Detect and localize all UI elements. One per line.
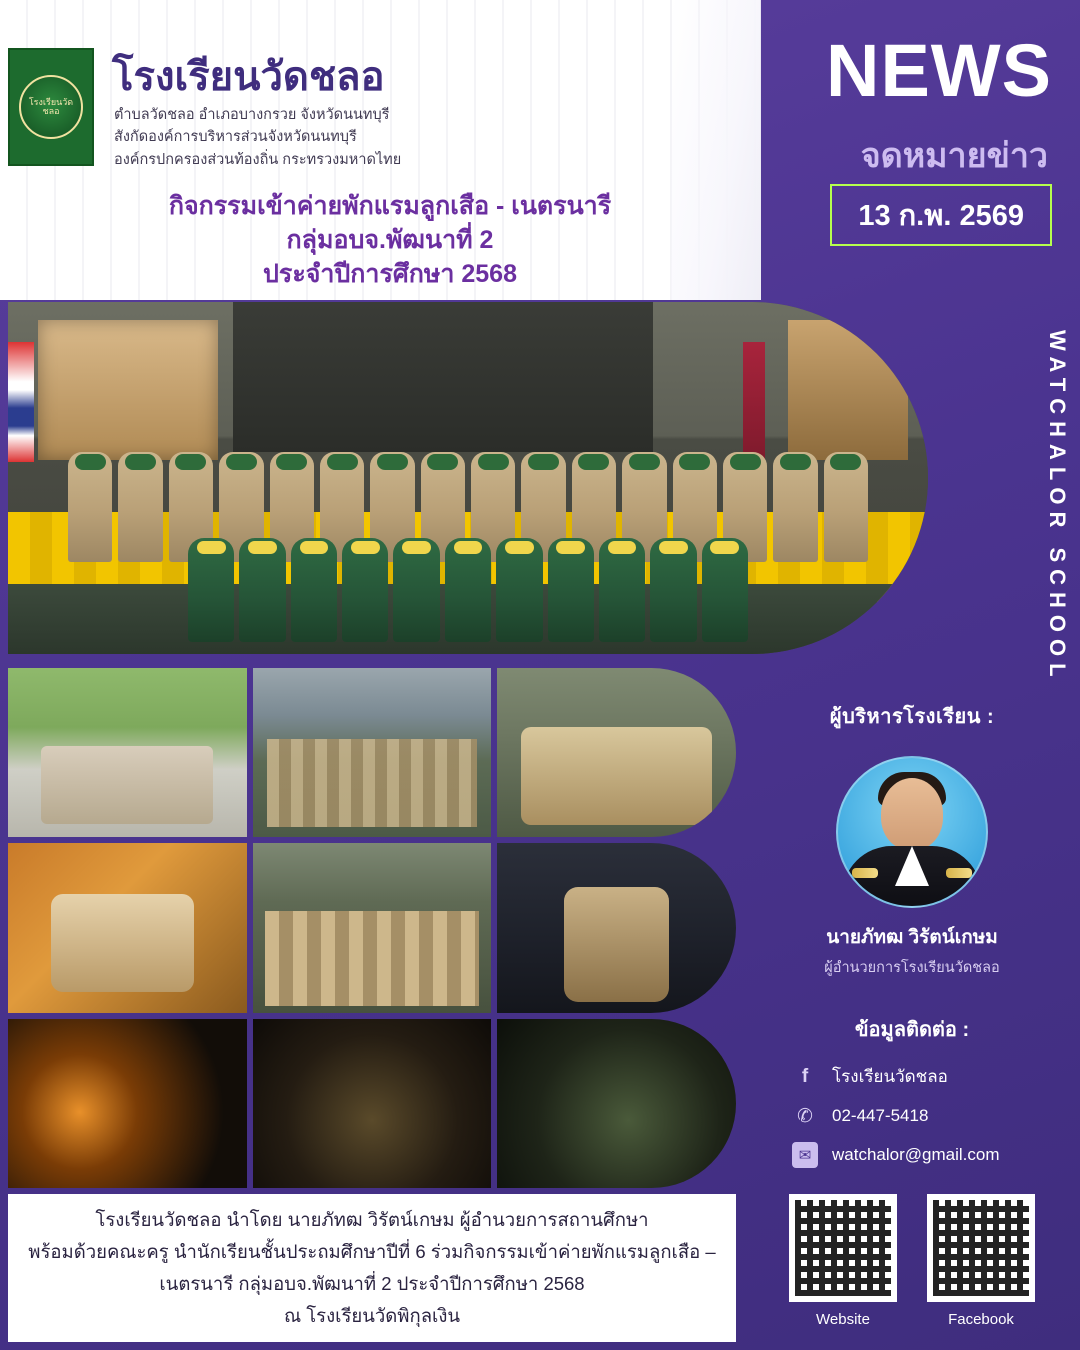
news-date: 13 ก.พ. 2569 (830, 184, 1052, 246)
caption-text (28, 1204, 715, 1331)
address-line-1: ตำบลวัดชลอ อำเภอบางกรวย จังหวัดนนทบุรี (114, 107, 390, 123)
news-badge (760, 0, 1080, 300)
school-seal-icon: โรงเรียนวัดชลอ (19, 75, 83, 139)
address-line-3: องค์กรปกครองส่วนท้องถิ่น กระทรวงมหาดไทย (114, 151, 402, 168)
gallery-photo-8 (253, 1019, 492, 1188)
caption-line-2: พร้อมด้วยคณะครู นำนักเรียนชั้นประถมศึกษาปีที่ 6 ร่วมกิจกรรมเข้าค่ายพักแรมลูกเสือ – (28, 1241, 716, 1263)
director-avatar (836, 756, 988, 908)
qr-code-row (744, 1194, 1080, 1328)
qr-website-label: Website (816, 1311, 870, 1328)
gallery-photo-9 (497, 1019, 736, 1188)
news-thai-label: จดหมายข่าว (860, 137, 1048, 175)
qr-facebook[interactable] (927, 1194, 1035, 1302)
gallery-photo-5 (253, 843, 492, 1012)
qr-facebook-item[interactable] (927, 1194, 1035, 1328)
school-address (114, 104, 401, 171)
gallery-photo-4 (8, 843, 247, 1012)
hero-stage (233, 302, 653, 452)
school-logo (8, 48, 94, 166)
thai-flag-icon (8, 342, 34, 462)
caption-line-3: เนตรนารี กลุ่มอบจ.พัฒนาที่ 2 ประจำปีการศึกษา 2568 (159, 1273, 585, 1294)
right-panel (744, 700, 1080, 1328)
contact-email[interactable] (792, 1142, 1080, 1168)
hero-altar-right (788, 320, 908, 460)
address-line-2: สังกัดองค์การบริหารส่วนจังหวัดนนทบุรี (114, 129, 357, 146)
mail-icon: ✉ (792, 1142, 818, 1168)
caption-line-1: โรงเรียนวัดชลอ นำโดย นายภัทฒ วิรัตน์เกษม ผู้อำนวยการสถานศึกษา (95, 1209, 649, 1231)
avatar-face (881, 778, 943, 850)
contact-facebook[interactable] (792, 1063, 1080, 1090)
qr-facebook-label: Facebook (948, 1311, 1014, 1328)
news-word: NEWS (826, 29, 1052, 112)
header-bar (0, 0, 760, 300)
gallery-photo-6 (497, 843, 736, 1012)
photo-gallery (8, 668, 736, 1188)
hero-photo (8, 302, 928, 654)
event-title-line-2: กลุ่มอบจ.พัฒนาที่ 2 (286, 225, 494, 254)
contact-phone-value: 02-447-5418 (832, 1106, 929, 1125)
event-title-line-1: กิจกรรมเข้าค่ายพักแรมลูกเสือ - เนตรนารี (168, 192, 612, 220)
event-title (80, 190, 700, 291)
qr-website-item[interactable] (789, 1194, 897, 1328)
contact-facebook-value: โรงเรียนวัดชลอ (832, 1067, 948, 1086)
avatar-epaulet-left (852, 868, 878, 878)
contact-email-value: watchalor@gmail.com (832, 1145, 1000, 1164)
event-title-line-3: ประจำปีการศึกษา 2568 (263, 259, 517, 288)
gallery-photo-3 (497, 668, 736, 837)
director-name: นายภัทฒ วิรัตน์เกษม (826, 927, 998, 948)
hero-front-row (188, 532, 748, 642)
director-section-title: ผู้บริหารโรงเรียน : (829, 706, 995, 728)
director-role: ผู้อำนวยการโรงเรียนวัดชลอ (824, 960, 1000, 976)
contact-section-title: ข้อมูลติดต่อ : (854, 1019, 970, 1041)
caption-line-4: ณ โรงเรียนวัดพิกุลเงิน (283, 1304, 461, 1326)
page-title: โรงเรียนวัดชลอ (112, 55, 385, 99)
gallery-photo-1 (8, 668, 247, 837)
side-vertical-label: WATCHALOR SCHOOL (1045, 330, 1070, 684)
phone-icon: ✆ (797, 1105, 813, 1127)
caption-block (8, 1194, 736, 1342)
avatar-epaulet-right (946, 868, 972, 878)
contact-list (792, 1063, 1080, 1168)
hero-altar-left (38, 320, 218, 460)
facebook-icon: f (801, 1065, 809, 1087)
qr-website[interactable] (789, 1194, 897, 1302)
gallery-photo-7 (8, 1019, 247, 1188)
gallery-photo-2 (253, 668, 492, 837)
contact-phone[interactable] (792, 1103, 1080, 1129)
